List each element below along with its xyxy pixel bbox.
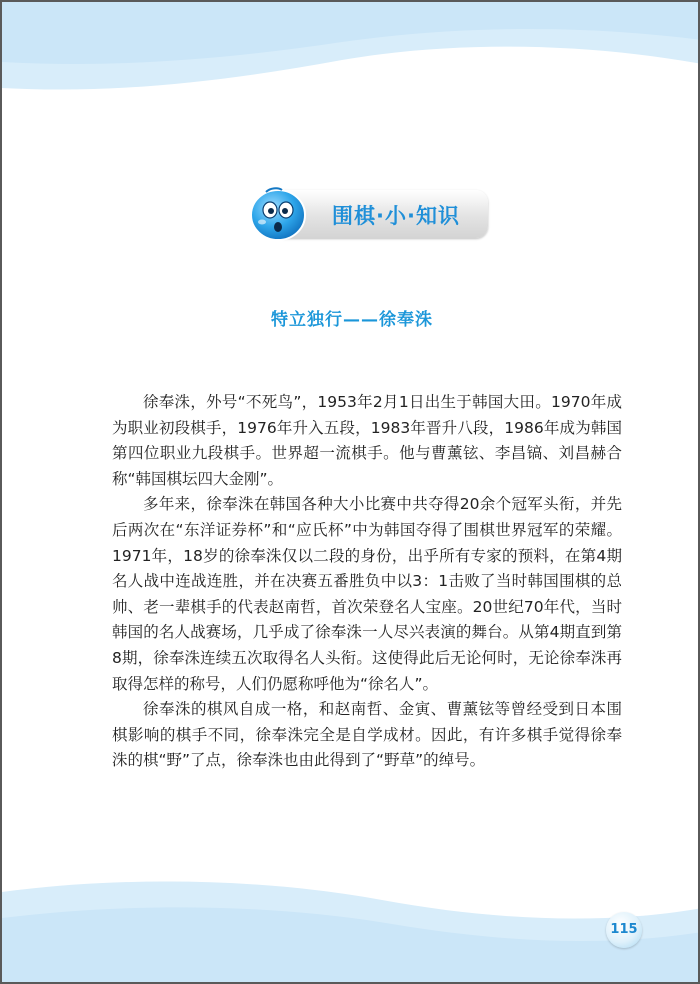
paragraph-2: 多年来，徐奉洙在韩国各种大小比赛中共夺得20余个冠军头衔，并先后两次在“东洋证券杯”和“应氏杯”中为韩国夺得了围棋世界冠军的荣耀。1971年，18岁的徐奉洙仅以二段的身份，出乎所有专家的预料，在第4期名人战中连战连胜，并在决赛五番胜负中以3：1击败了当时韩国围棋的总帅、老一辈棋手的代表赵南哲，首次荣登名人宝座。20世纪70年代，当时韩国的名人战赛场，几乎成了徐奉洙一人尽兴表演的舞台。从第4期直到第8期，徐奉洙连续五次取得名人头衔。这使得此后无论何时，无论徐奉洙再取得怎样的称号，人们仍愿称呼他为“徐名人”。 xyxy=(112,495,622,693)
article-body xyxy=(112,390,622,774)
article-title: 特立独行——徐奉洙 xyxy=(271,310,433,330)
paragraph-1: 徐奉洙，外号“不死鸟”，1953年2月1日出生于韩国大田。1970年成为职业初段棋手，1976年升入五段，1983年晋升八段，1986年成为韩国第四位职业九段棋手。世界超一流棋手。他与曹薰铉、李昌镐、刘昌赫合称“韩国棋坛四大金刚”。 xyxy=(112,393,622,488)
bottom-wave-decoration xyxy=(2,872,700,982)
section-banner xyxy=(248,186,488,242)
top-wave-decoration xyxy=(2,2,700,122)
paragraph-3: 徐奉洙的棋风自成一格，和赵南哲、金寅、曹薰铉等曾经受到日本围棋影响的棋手不同，徐奉洙完全是自学成材。因此，有许多棋手觉得徐奉洙的棋“野”了点，徐奉洙也由此得到了“野草”的绰号。 xyxy=(112,700,622,770)
water-drop-mascot-icon xyxy=(248,186,308,242)
banner-title: 围棋·小·知识 xyxy=(332,204,460,228)
page-number-badge: 115 xyxy=(606,912,642,948)
